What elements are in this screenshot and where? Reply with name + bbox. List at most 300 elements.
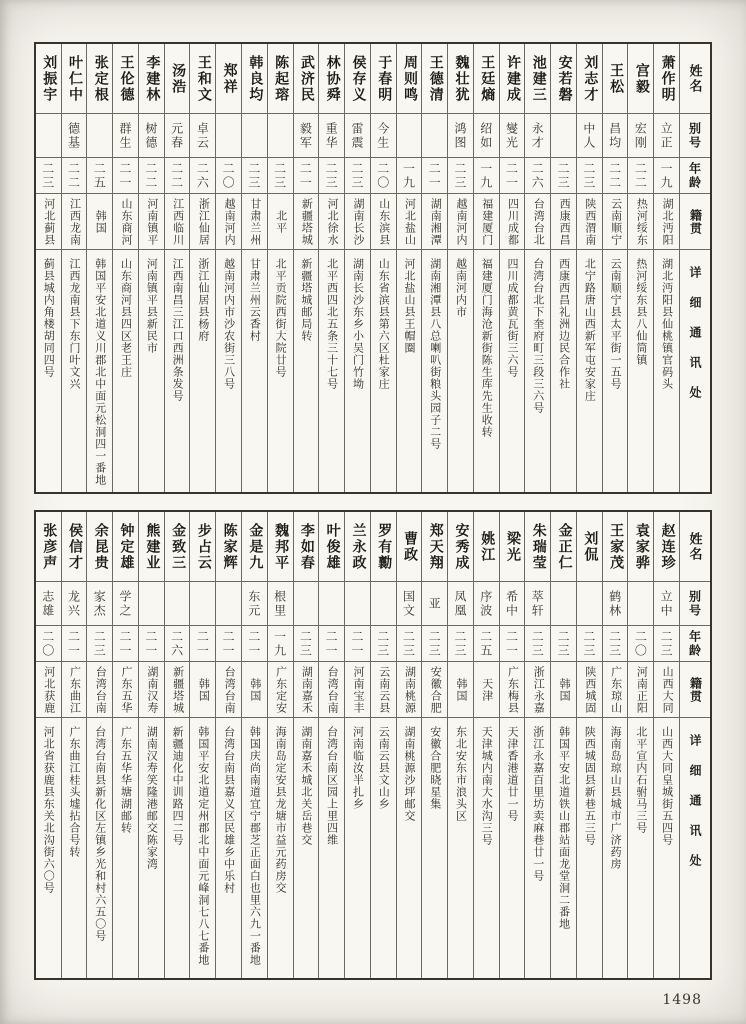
person-alias — [216, 582, 241, 626]
person-alias: 东元 — [242, 582, 267, 626]
person-alias: 永才 — [525, 114, 550, 158]
person-alias: 鸿图 — [448, 114, 473, 158]
person-name: 梁光 — [500, 512, 525, 582]
person-column — [86, 512, 112, 978]
person-name: 安秀成 — [448, 512, 473, 582]
person-alias: 亚 — [422, 582, 447, 626]
person-age: 二一 — [345, 626, 370, 662]
person-age: 二三 — [551, 626, 576, 662]
person-address: 新疆塔城邮局转 — [299, 258, 312, 342]
person-name: 叶仁中 — [62, 44, 87, 114]
person-origin: 新疆塔城 — [294, 194, 319, 250]
person-address: 蓟县城内角楼胡同四号 — [42, 258, 55, 378]
person-name: 王德清 — [422, 44, 447, 114]
person-column — [447, 44, 473, 492]
person-origin: 江西临川 — [165, 194, 190, 250]
person-column — [164, 512, 190, 978]
person-origin: 台湾台南 — [319, 662, 344, 718]
person-address: 浙江仙居县杨府 — [196, 258, 209, 342]
column-header-name: 姓名 — [680, 44, 710, 114]
person-origin: 广东五华 — [113, 662, 138, 718]
person-origin: 福建厦门 — [474, 194, 499, 250]
person-column — [602, 44, 628, 492]
person-alias — [87, 114, 112, 158]
column-header-age: 年龄 — [680, 626, 710, 662]
person-origin: 天津 — [474, 662, 499, 718]
person-alias — [242, 114, 267, 158]
person-column — [267, 44, 293, 492]
person-alias: 希中 — [500, 582, 525, 626]
person-address: 北平贡院西街大院廿号 — [274, 258, 287, 378]
person-age: 二三 — [242, 158, 267, 194]
person-age: 二一 — [113, 626, 138, 662]
person-origin: 四川成都 — [500, 194, 525, 250]
person-name: 池建三 — [525, 44, 550, 114]
person-age: 二一 — [500, 158, 525, 194]
person-column — [473, 44, 499, 492]
person-origin: 湖北沔阳 — [654, 194, 679, 250]
person-alias: 雷震 — [345, 114, 370, 158]
person-alias: 根里 — [268, 582, 293, 626]
person-origin: 河南宝丰 — [345, 662, 370, 718]
person-name: 张彦声 — [36, 512, 61, 582]
person-column — [524, 44, 550, 492]
person-alias — [345, 582, 370, 626]
person-column — [370, 44, 396, 492]
person-alias: 宏刚 — [628, 114, 653, 158]
person-name: 张定根 — [87, 44, 112, 114]
person-origin: 西康西昌 — [551, 194, 576, 250]
person-origin: 广东琼山 — [603, 662, 628, 718]
person-age: 二〇 — [371, 158, 396, 194]
person-name: 李建林 — [139, 44, 164, 114]
person-age: 二一 — [139, 626, 164, 662]
person-age: 二一 — [190, 626, 215, 662]
person-address: 湖北沔阳县仙桃镇官码头 — [660, 258, 673, 390]
person-name: 熊建业 — [139, 512, 164, 582]
person-age: 二三 — [448, 626, 473, 662]
person-column — [189, 44, 215, 492]
person-age: 二三 — [577, 626, 602, 662]
person-name: 刘侃 — [577, 512, 602, 582]
person-column — [627, 44, 653, 492]
person-name: 郑天翔 — [422, 512, 447, 582]
person-address: 海南岛定安县龙塘市益元药房交 — [274, 726, 287, 894]
person-address: 越南河内市 — [454, 258, 467, 318]
person-column — [36, 512, 61, 978]
person-age: 二一 — [319, 626, 344, 662]
column-header-address: 详细通讯处 — [688, 734, 702, 884]
person-name: 宫毅 — [628, 44, 653, 114]
person-alias: 鹤林 — [603, 582, 628, 626]
person-age: 二五 — [474, 626, 499, 662]
person-origin: 越南河内 — [216, 194, 241, 250]
person-origin: 广东定安 — [268, 662, 293, 718]
person-origin: 湖南湘潭 — [422, 194, 447, 250]
person-column — [61, 44, 87, 492]
person-name: 兰永政 — [345, 512, 370, 582]
person-age: 一九 — [654, 158, 679, 194]
person-origin: 安徽合肥 — [422, 662, 447, 718]
person-age: 二三 — [448, 158, 473, 194]
person-alias: 重华 — [319, 114, 344, 158]
person-address: 韩国平安北道铁山郡站面龙堂洞二番地 — [557, 726, 570, 930]
person-age: 二三 — [551, 158, 576, 194]
person-origin: 云南顺宁 — [603, 194, 628, 250]
person-name: 李如春 — [294, 512, 319, 582]
person-age: 二五 — [87, 158, 112, 194]
person-alias: 德基 — [62, 114, 87, 158]
person-address: 热河绥东县八仙筒镇 — [634, 258, 647, 366]
person-origin: 广东曲江 — [62, 662, 87, 718]
column-header-age: 年龄 — [680, 158, 710, 194]
person-column — [293, 512, 319, 978]
person-name: 侯信才 — [62, 512, 87, 582]
person-address: 台湾台南县新化区左镇乡光和村六五〇号 — [93, 726, 106, 942]
person-alias: 今生 — [371, 114, 396, 158]
person-name: 周则鸣 — [397, 44, 422, 114]
person-column — [499, 512, 525, 978]
person-age: 二一 — [62, 626, 87, 662]
person-origin: 云南云县 — [371, 662, 396, 718]
person-alias — [36, 114, 61, 158]
person-name: 陈起瑢 — [268, 44, 293, 114]
person-column — [267, 512, 293, 978]
person-age: 二〇 — [628, 626, 653, 662]
person-age: 二三 — [422, 626, 447, 662]
person-origin: 浙江仙居 — [190, 194, 215, 250]
person-address: 浙江永嘉百里坊卖麻巷廿一号 — [531, 726, 544, 882]
person-origin: 新疆塔城 — [165, 662, 190, 718]
person-address: 四川成都黄瓦街三六号 — [506, 258, 519, 378]
person-name: 刘志才 — [577, 44, 602, 114]
person-column — [189, 512, 215, 978]
person-address: 北宁路唐山西新军屯安家庄 — [583, 258, 596, 402]
person-age: 二〇 — [36, 626, 61, 662]
person-alias — [139, 582, 164, 626]
person-column — [602, 512, 628, 978]
person-column — [344, 44, 370, 492]
person-column — [138, 512, 164, 978]
person-origin: 台湾台北 — [525, 194, 550, 250]
person-origin: 河北盐山 — [397, 194, 422, 250]
person-address: 海南岛琼山县城市广济药房 — [609, 726, 622, 870]
person-name: 余昆贵 — [87, 512, 112, 582]
person-column — [293, 44, 319, 492]
person-origin: 陕西渭南 — [577, 194, 602, 250]
person-age: 一九 — [268, 626, 293, 662]
person-alias: 元春 — [165, 114, 190, 158]
person-address: 湖南嘉禾城北关岳巷交 — [299, 726, 312, 846]
person-address: 台湾台北下奎府町三段三六号 — [531, 258, 544, 414]
person-alias — [628, 582, 653, 626]
person-address: 湖南长沙东乡小吴门竹坳 — [351, 258, 364, 390]
person-address: 广东曲江桂头墟拈合号转 — [68, 726, 81, 858]
person-age: 二〇 — [216, 158, 241, 194]
person-origin: 河北徐水 — [319, 194, 344, 250]
person-origin: 湖南长沙 — [345, 194, 370, 250]
person-address: 韩国庆尚南道宜宁郡芝正面白也里六九一番地 — [248, 726, 261, 966]
person-address: 江西龙南县下东门叶文兴 — [68, 258, 81, 390]
column-header-origin: 籍贯 — [680, 662, 710, 718]
person-origin: 浙江永嘉 — [525, 662, 550, 718]
header-column — [679, 44, 710, 492]
person-origin: 北平 — [268, 194, 293, 250]
person-alias: 群生 — [113, 114, 138, 158]
person-age: 二三 — [294, 626, 319, 662]
person-address: 广东五华华塘湖邮转 — [119, 726, 132, 834]
person-address: 北平西四北五条三十七号 — [325, 258, 338, 390]
person-name: 于春明 — [371, 44, 396, 114]
person-column — [550, 512, 576, 978]
person-age: 二一 — [113, 158, 138, 194]
person-address: 安徽合肥晓星集 — [428, 726, 441, 810]
person-age: 二三 — [345, 158, 370, 194]
person-address: 韩国平安北道义川郡北中面元松洞四一番地 — [93, 258, 106, 486]
person-name: 萧作明 — [654, 44, 679, 114]
directory-table-top — [34, 42, 712, 494]
person-alias: 家杰 — [87, 582, 112, 626]
person-alias — [190, 582, 215, 626]
person-address: 江西南昌三江口西洲条发号 — [171, 258, 184, 402]
person-column — [36, 44, 61, 492]
person-column — [627, 512, 653, 978]
person-name: 罗有勷 — [371, 512, 396, 582]
person-alias: 萃轩 — [525, 582, 550, 626]
person-name: 赵连珍 — [654, 512, 679, 582]
person-age: 二三 — [319, 158, 344, 194]
person-name: 韩良均 — [242, 44, 267, 114]
person-name: 金致三 — [165, 512, 190, 582]
person-name: 侯存义 — [345, 44, 370, 114]
person-age: 二二 — [62, 158, 87, 194]
person-address: 云南云县文山乡 — [377, 726, 390, 810]
person-alias — [216, 114, 241, 158]
person-origin: 韩国 — [551, 662, 576, 718]
person-age: 二六 — [190, 158, 215, 194]
person-origin: 湖南嘉禾 — [294, 662, 319, 718]
person-age: 二三 — [603, 626, 628, 662]
person-age: 二三 — [577, 158, 602, 194]
person-column — [576, 44, 602, 492]
header-column — [679, 512, 710, 978]
person-alias — [268, 114, 293, 158]
person-column — [473, 512, 499, 978]
person-alias: 立正 — [654, 114, 679, 158]
person-origin: 湖南桃源 — [397, 662, 422, 718]
person-name: 王廷熵 — [474, 44, 499, 114]
page-number: 1498 — [662, 992, 702, 1008]
person-alias — [422, 114, 447, 158]
directory-table-bottom — [34, 510, 712, 980]
person-column — [370, 512, 396, 978]
person-alias: 绍如 — [474, 114, 499, 158]
person-name: 曹政 — [397, 512, 422, 582]
person-alias — [577, 582, 602, 626]
person-column — [241, 44, 267, 492]
person-column — [138, 44, 164, 492]
person-origin: 越南河内 — [448, 194, 473, 250]
person-origin: 陕西城固 — [577, 662, 602, 718]
person-address: 湖南桃源沙坪邮交 — [402, 726, 415, 822]
person-age: 二三 — [268, 158, 293, 194]
person-column — [215, 512, 241, 978]
person-alias — [397, 114, 422, 158]
person-name: 陈家辉 — [216, 512, 241, 582]
person-column — [550, 44, 576, 492]
person-column — [499, 44, 525, 492]
person-name: 郑祥 — [216, 44, 241, 114]
person-alias: 毅军 — [294, 114, 319, 158]
person-alias: 树德 — [139, 114, 164, 158]
person-column — [61, 512, 87, 978]
person-column — [524, 512, 550, 978]
person-alias — [371, 582, 396, 626]
person-name: 钟定雄 — [113, 512, 138, 582]
person-name: 王和文 — [190, 44, 215, 114]
person-column — [112, 512, 138, 978]
person-age: 二三 — [654, 626, 679, 662]
person-alias: 凤凰 — [448, 582, 473, 626]
person-name: 魏壮犹 — [448, 44, 473, 114]
person-address: 山东商河县四区老王庄 — [119, 258, 132, 378]
person-column — [421, 44, 447, 492]
person-column — [112, 44, 138, 492]
person-address: 韩国平安北道定州郡北中面元峰洞七八七番地 — [196, 726, 209, 966]
person-address: 河南镇平县新民市 — [145, 258, 158, 354]
person-column — [164, 44, 190, 492]
person-origin: 韩国 — [242, 662, 267, 718]
person-origin: 韩国 — [448, 662, 473, 718]
person-address: 河南临汝半扎乡 — [351, 726, 364, 810]
person-column — [396, 512, 422, 978]
person-column — [396, 44, 422, 492]
person-alias: 龙兴 — [62, 582, 87, 626]
person-origin: 广东梅县 — [500, 662, 525, 718]
person-alias — [319, 582, 344, 626]
person-alias: 中人 — [577, 114, 602, 158]
person-age: 二三 — [525, 626, 550, 662]
person-address: 河北省获鹿县东关北沟街六〇号 — [42, 726, 55, 894]
person-age: 二一 — [422, 158, 447, 194]
person-alias — [551, 114, 576, 158]
person-origin: 湖南汉寿 — [139, 662, 164, 718]
person-age: 二一 — [216, 626, 241, 662]
person-address: 西康西昌礼洲边民合作社 — [557, 258, 570, 390]
person-alias — [294, 582, 319, 626]
person-column — [344, 512, 370, 978]
person-address: 云南顺宁县太平街一五号 — [609, 258, 622, 390]
person-age: 一九 — [474, 158, 499, 194]
column-header-alias: 别号 — [680, 114, 710, 158]
person-origin: 山东滨县 — [371, 194, 396, 250]
person-column — [86, 44, 112, 492]
person-origin: 韩国 — [87, 194, 112, 250]
person-age: 二一 — [294, 158, 319, 194]
person-origin: 山西大同 — [654, 662, 679, 718]
column-header-alias: 别号 — [680, 582, 710, 626]
person-alias: 立中 — [654, 582, 679, 626]
person-name: 袁家骅 — [628, 512, 653, 582]
person-address: 北平宣内石驸马三号 — [634, 726, 647, 834]
person-address: 台湾台南县嘉义区民雄乡中乐村 — [222, 726, 235, 894]
person-age: 二三 — [397, 626, 422, 662]
person-column — [653, 44, 679, 492]
person-name: 金正仁 — [551, 512, 576, 582]
person-age: 二三 — [36, 158, 61, 194]
person-address: 福建厦门海沧新街陈生库先生收转 — [480, 258, 493, 438]
person-age: 二六 — [525, 158, 550, 194]
column-header-address: 详细通讯处 — [688, 266, 702, 416]
person-origin: 河北获鹿 — [36, 662, 61, 718]
person-alias: 序波 — [474, 582, 499, 626]
person-address: 河北盐山县王帽圈 — [402, 258, 415, 354]
person-address: 甘肃兰州云香村 — [248, 258, 261, 342]
person-alias — [551, 582, 576, 626]
person-age: 二一 — [242, 626, 267, 662]
column-header-name: 姓名 — [680, 512, 710, 582]
person-name: 姚江 — [474, 512, 499, 582]
person-origin: 台湾台南 — [216, 662, 241, 718]
person-origin: 江西龙南 — [62, 194, 87, 250]
person-name: 步占云 — [190, 512, 215, 582]
person-name: 朱瑞莹 — [525, 512, 550, 582]
person-name: 叶俊雄 — [319, 512, 344, 582]
person-origin: 台湾台南 — [87, 662, 112, 718]
person-name: 武济民 — [294, 44, 319, 114]
person-address: 东北安东市浪头区 — [454, 726, 467, 822]
person-alias: 学之 — [113, 582, 138, 626]
column-header-origin: 籍贯 — [680, 194, 710, 250]
person-age: 二二 — [139, 158, 164, 194]
person-alias: 志雄 — [36, 582, 61, 626]
person-address: 湖南湘潭县八总喇叭街粮头园子二号 — [428, 258, 441, 450]
person-name: 安若磐 — [551, 44, 576, 114]
person-column — [215, 44, 241, 492]
person-address: 台湾台南区园上里四维 — [325, 726, 338, 846]
person-alias: 卓云 — [190, 114, 215, 158]
person-age: 二三 — [371, 626, 396, 662]
person-alias: 昌均 — [603, 114, 628, 158]
person-age: 二三 — [87, 626, 112, 662]
person-alias: 国文 — [397, 582, 422, 626]
person-age: 二二 — [165, 158, 190, 194]
person-address: 湖南汉寿笑隆港邮交陈家湾 — [145, 726, 158, 870]
person-origin: 韩国 — [190, 662, 215, 718]
person-origin: 甘肃兰州 — [242, 194, 267, 250]
person-column — [421, 512, 447, 978]
person-address: 山东省滨县第六区杜家庄 — [377, 258, 390, 390]
person-name: 汤浩 — [165, 44, 190, 114]
person-address: 天津城内南大水沟三号 — [480, 726, 493, 846]
person-name: 王家茂 — [603, 512, 628, 582]
person-age: 二一 — [500, 626, 525, 662]
person-name: 魏邦平 — [268, 512, 293, 582]
person-origin: 山东商河 — [113, 194, 138, 250]
person-origin: 河北蓟县 — [36, 194, 61, 250]
person-name: 金是九 — [242, 512, 267, 582]
person-alias: 燮光 — [500, 114, 525, 158]
person-name: 许建成 — [500, 44, 525, 114]
person-column — [447, 512, 473, 978]
person-name: 王伦德 — [113, 44, 138, 114]
person-name: 王松 — [603, 44, 628, 114]
person-column — [653, 512, 679, 978]
person-name: 林协舜 — [319, 44, 344, 114]
person-origin: 热河绥东 — [628, 194, 653, 250]
person-name: 刘振宇 — [36, 44, 61, 114]
person-age: 二二 — [628, 158, 653, 194]
